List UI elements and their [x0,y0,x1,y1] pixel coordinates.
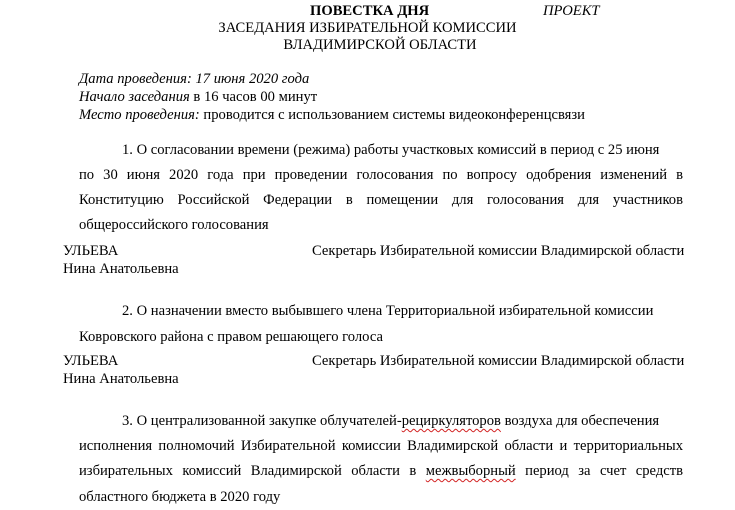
place-label: Место проведения: [79,107,200,123]
item-1-speaker-name: Нина Анатольевна [63,261,179,277]
item-2-speaker-name: Нина Анатольевна [63,371,179,387]
title-line-2: ЗАСЕДАНИЯ ИЗБИРАТЕЛЬНОЙ КОМИССИИ [218,20,517,36]
item-1-line-4: общероссийского голосования [79,217,269,233]
agenda-title: ПОВЕСТКА ДНЯ [310,3,430,19]
item-3-line-4: областного бюджета в 2020 году [79,489,281,505]
item-3-line-3-post: период за счет средств [515,463,683,479]
item-2-speaker-surname: УЛЬЕВА [63,353,119,369]
item-3-line-2: исполнения полномочий Избирательной комиссии Владимирской области и территориальных [79,438,683,454]
item-1-line-2: по 30 июня 2020 года при проведении голосования по вопросу одобрения изменений в [79,167,683,183]
item-1-line-3: Конституцию Российской Федерации в помещении для голосования для участников [79,192,683,208]
spellcheck-flagged-word: межвыборный [425,463,516,479]
item-2-speaker-role: Секретарь Избирательной комиссии Владимирской области [312,353,685,369]
item-1-line-1: 1. О согласовании времени (режима) работы участковых комиссий в период с 25 июня [122,142,660,158]
meeting-date: Дата проведения: 17 июня 2020 года [79,71,310,87]
item-3-line-1-pre: 3. О централизованной закупке облучателей- [122,413,402,429]
title-line-3: ВЛАДИМИРСКОЙ ОБЛАСТИ [283,37,477,53]
item-3-line-3-pre: избирательных комиссий Владимирской области в [79,463,426,479]
item-3-line-3 [79,462,683,480]
item-1-speaker-role: Секретарь Избирательной комиссии Владимирской области [312,243,685,259]
item-2-line-1: 2. О назначении вместо выбывшего члена Территориальной избирательной комиссии [122,303,654,319]
start-value: в 16 часов 00 минут [189,89,318,105]
start-label: Начало заседания [79,89,190,105]
item-3-line-1-post: воздуха для обеспечения [500,413,660,429]
spellcheck-flagged-word: рециркуляторов [401,413,501,429]
draft-mark: ПРОЕКТ [543,3,600,19]
place-value: проводится с использованием системы видеоконференцсвязи [199,107,585,123]
item-1-speaker-surname: УЛЬЕВА [63,243,119,259]
item-3-line-1 [122,412,659,430]
meeting-place [79,106,585,124]
meeting-start [79,88,317,106]
item-2-line-2: Ковровского района с правом решающего голоса [79,329,383,345]
